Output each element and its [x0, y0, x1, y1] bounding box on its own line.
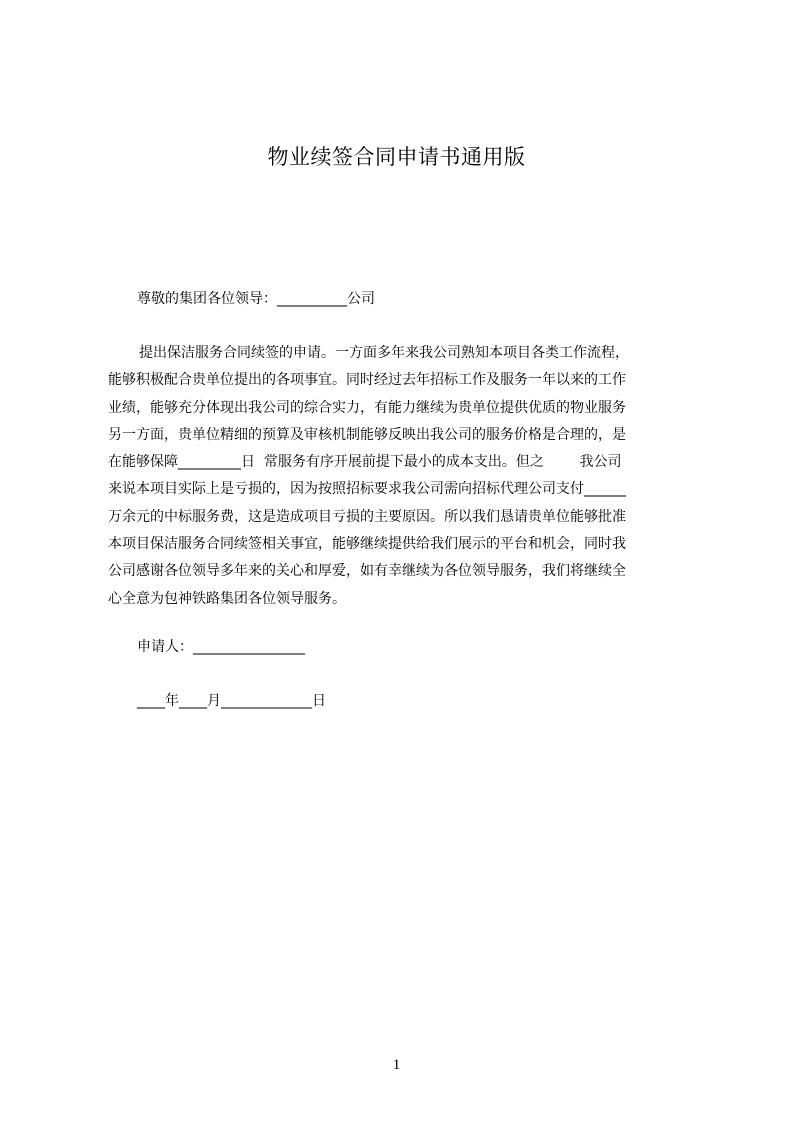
body-line: 提出保洁服务合同续签的申请。一方面多年来我公司熟知本项目各类工作流程，: [139, 345, 629, 361]
page-number: 1: [392, 1057, 401, 1073]
document-title: 物业续签合同申请书通用版: [267, 145, 526, 169]
date-line: ____年____月_____________日: [137, 693, 326, 709]
salutation: 尊敬的集团各位领导：__________公司: [137, 291, 375, 307]
body-line: 在能够保障_________日 常服务有序开展前提下最小的成本支出。但之 我公司: [108, 454, 622, 471]
applicant-signature-line: 申请人：________________: [137, 639, 305, 655]
body-line: 万余元的中标服务费，这是造成项目亏损的主要原因。所以我们恳请贵单位能够批准: [108, 508, 626, 525]
body-line: 能够积极配合贵单位提出的各项事宜。同时经过去年招标工作及服务一年以来的工作: [108, 372, 626, 389]
body-line: 本项目保洁服务合同续签相关事宜，能够继续提供给我们展示的平台和机会，同时我: [108, 536, 626, 553]
body-paragraph: [108, 340, 700, 613]
body-line: 公司感谢各位领导多年来的关心和厚爱，如有幸继续为各位领导服务，我们将继续全: [108, 563, 626, 580]
body-line: 另一方面，贵单位精细的预算及审核机制能够反映出我公司的服务价格是合理的，是: [108, 426, 626, 443]
body-line: 心全意为包神铁路集团各位领导服务。: [108, 590, 346, 607]
body-line: 业绩，能够充分体现出我公司的综合实力，有能力继续为贵单位提供优质的物业服务: [108, 399, 626, 416]
body-line: 来说本项目实际上是亏损的，因为按照招标要求我公司需向招标代理公司支付______: [108, 481, 626, 498]
